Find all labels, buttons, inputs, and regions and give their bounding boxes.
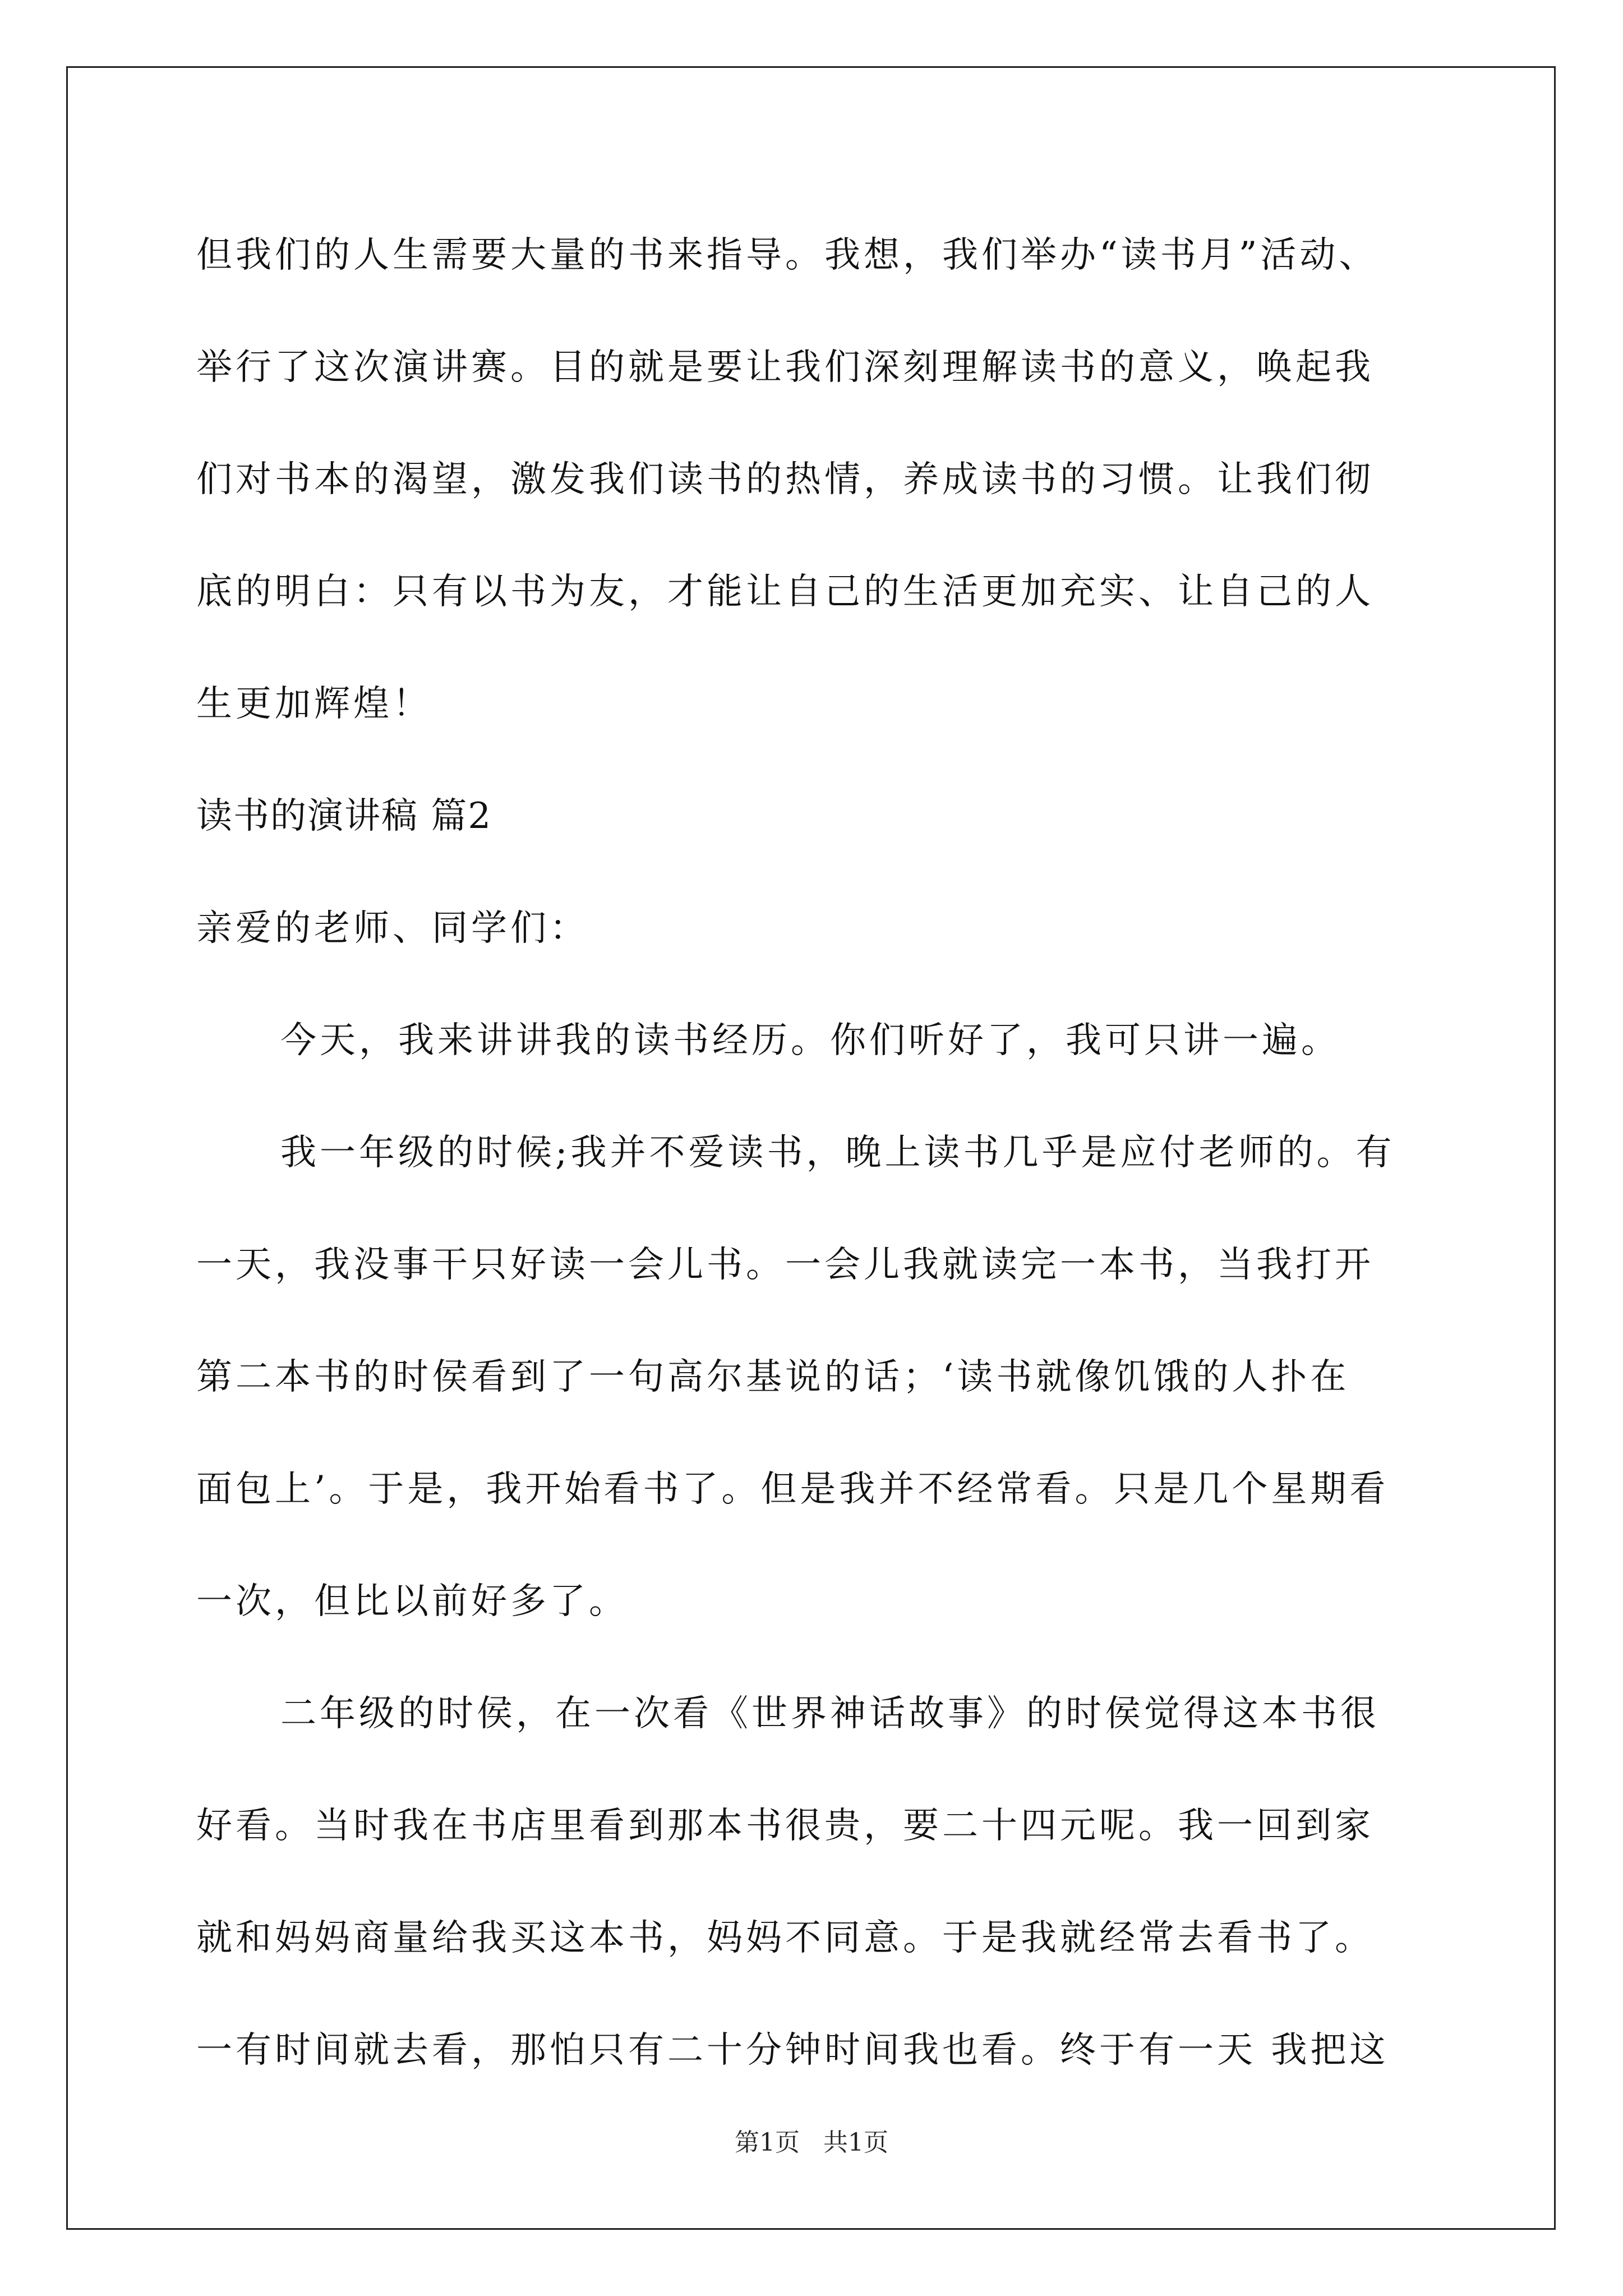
text-line: 一次，但比以前好多了。 xyxy=(196,1581,628,1622)
text-line: 我一年级的时候;我并不爱读书，晚上读书几乎是应付老师的。有 xyxy=(280,1132,1395,1174)
page-footer xyxy=(0,2126,1623,2160)
text-line: 好看。当时我在书店里看到那本书很贵，要二十四元呢。我一回到家 xyxy=(196,1805,1374,1847)
section-heading: 读书的演讲稿 篇2 xyxy=(196,795,492,837)
text-line: 二年级的时侯，在一次看《世界神话故事》的时侯觉得这本书很 xyxy=(280,1693,1380,1734)
text-line: 今天，我来讲讲我的读书经历。你们听好了，我可只讲一遍。 xyxy=(280,1020,1340,1061)
text-line: 第二本书的时侯看到了一句高尔基说的话；‘读书就像饥饿的人扑在 xyxy=(196,1356,1350,1398)
text-line: 一有时间就去看，那怕只有二十分钟时间我也看。终于有一天 我把这 xyxy=(196,2030,1389,2071)
text-line: 一天，我没事干只好读一会儿书。一会儿我就读完一本书，当我打开 xyxy=(196,1244,1374,1286)
salutation: 亲爱的老师、同学们： xyxy=(196,908,589,949)
text-line: 生更加辉煌！ xyxy=(196,683,432,725)
text-line: 就和妈妈商量给我买这本书，妈妈不同意。于是我就经常去看书了。 xyxy=(196,1917,1374,1959)
text-line: 底的明白：只有以书为友，才能让自己的生活更加充实、让自己的人 xyxy=(196,571,1374,613)
page-number: 第1页 xyxy=(735,2128,800,2157)
text-line: 面包上’。于是，我开始看书了。但是我并不经常看。只是几个星期看 xyxy=(196,1469,1389,1510)
document-body xyxy=(196,199,1441,2106)
text-line: 举行了这次演讲赛。目的就是要让我们深刻理解读书的意义，唤起我 xyxy=(196,347,1374,388)
text-line: 们对书本的渴望，激发我们读书的热情，养成读书的习惯。让我们彻 xyxy=(196,459,1374,500)
text-line: 但我们的人生需要大量的书来指导。我想，我们举办“读书月”活动、 xyxy=(196,234,1378,276)
page-total: 共1页 xyxy=(823,2128,888,2157)
